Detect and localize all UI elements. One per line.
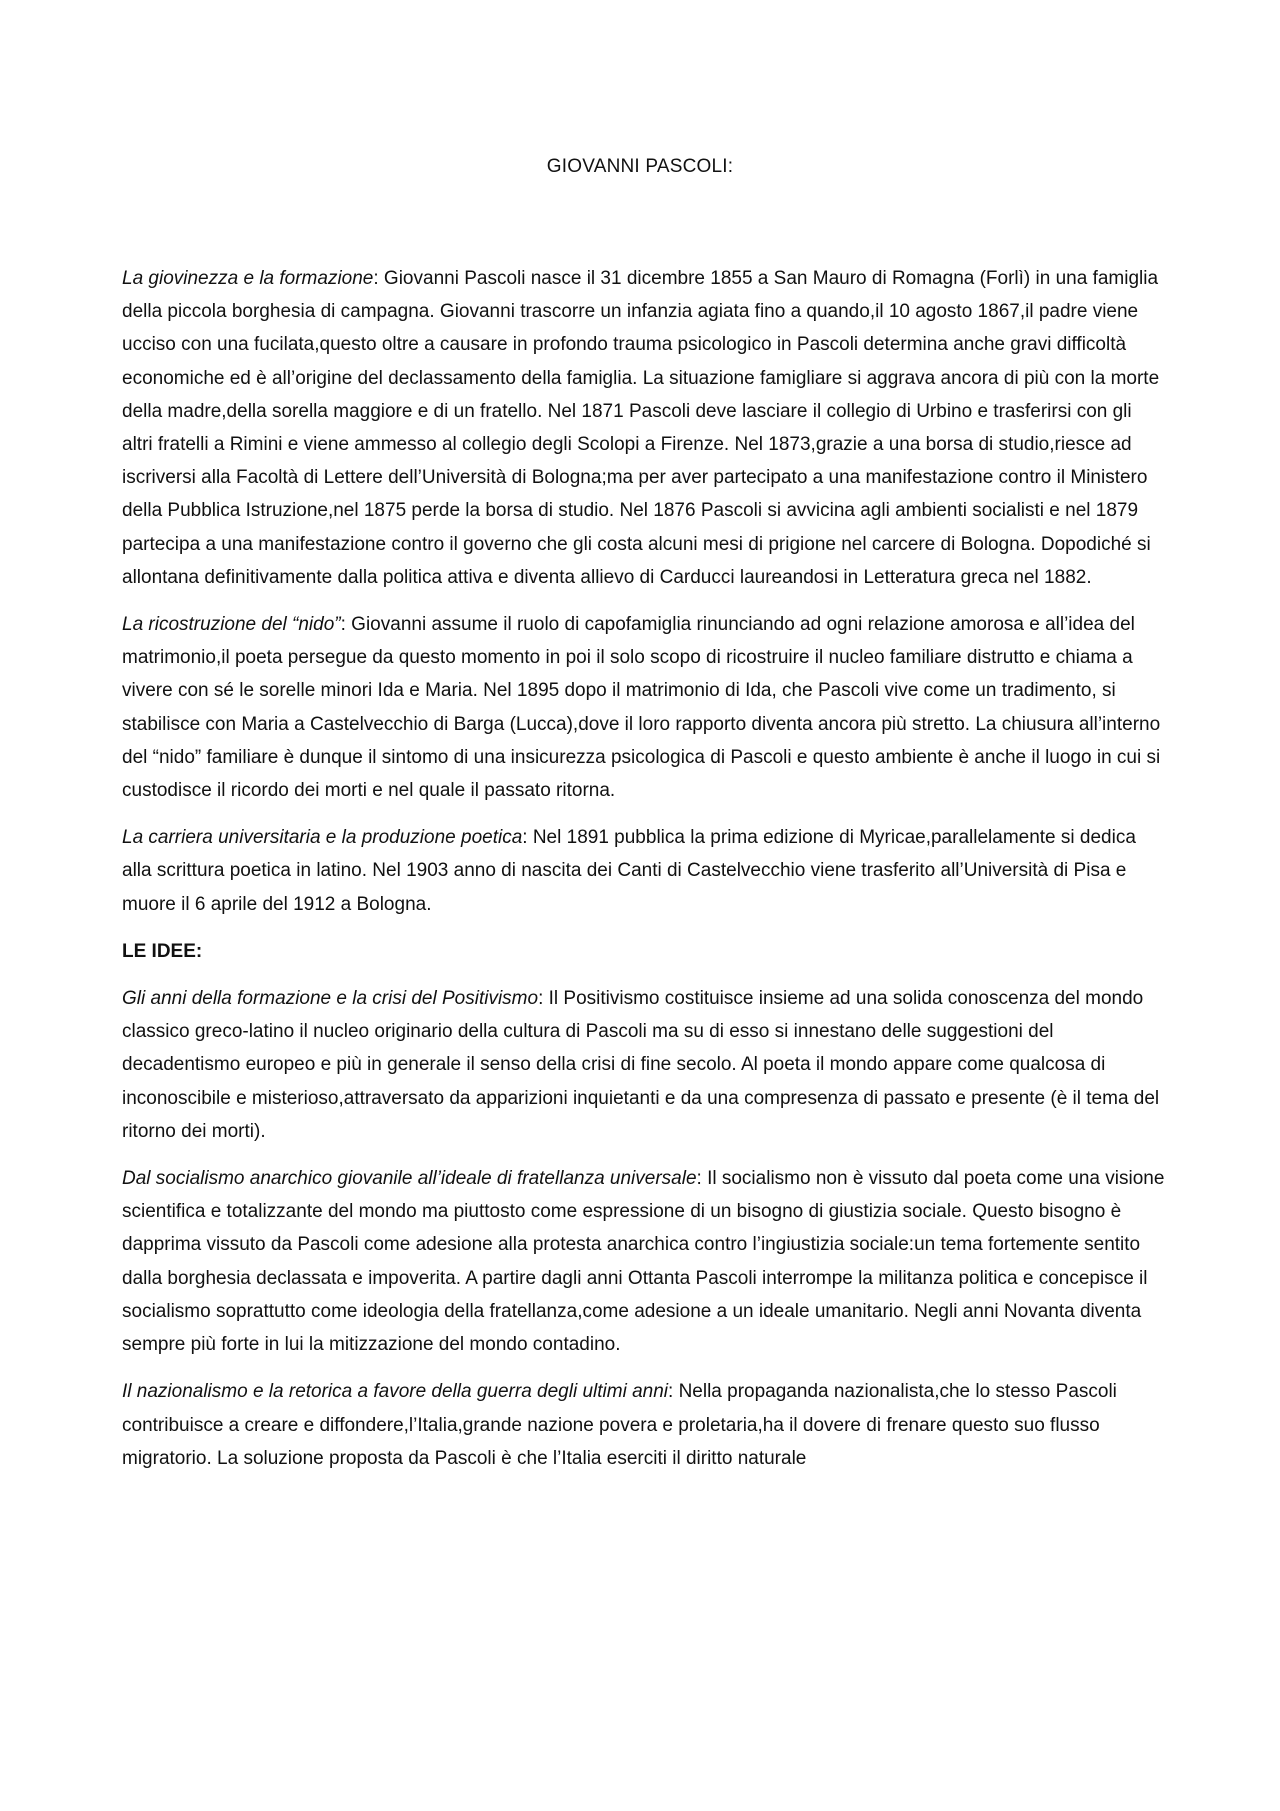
paragraph-socialismo <box>122 1162 1167 1361</box>
paragraph-giovinezza <box>122 262 1167 594</box>
paragraph-nido <box>122 608 1167 807</box>
paragraph-lead: La ricostruzione del “nido” <box>122 614 341 636</box>
paragraph-carriera <box>122 821 1167 921</box>
paragraph-lead: Gli anni della formazione e la crisi del Positivismo <box>122 988 539 1010</box>
paragraph-positivismo <box>122 982 1167 1148</box>
paragraph-text: : Giovanni Pascoli nasce il 31 dicembre 1855 a San Mauro di Romagna (Forlì) in una famiglia della piccola borghesia di campagna. Giovanni trascorre un infanzia agiata fino a quando,il 10 agosto 1867,il padre viene ucciso con una fucilata,questo oltre a causare in profondo trauma psicologico in Pascoli determina anche gravi difficoltà economiche ed è all’origine del declassamento della famiglia. La situazione famigliare si aggrava ancora di più con la morte della madre,della sorella maggiore e di un fratello. Nel 1871 Pascoli deve lasciare il collegio di Urbino e trasferirsi con gli altri fratelli a Rimini e viene ammesso al collegio degli Scolopi a Firenze. Nel 1873,grazie a una borsa di studio,riesce ad iscriversi alla Facoltà di Lettere dell’Università di Bologna;ma per aver partecipato a una manifestazione contro il Ministero della Pubblica Istruzione,nel 1875 perde la borsa di studio. Nel 1876 Pascoli si avvicina agli ambienti socialisti e nel 1879 partecipa a una manifestazione contro il governo che gli costa alcuni mesi di prigione nel carcere di Bologna. Dopodiché si allontana definitivamente dalla politica attiva e diventa allievo di Carducci laureandosi in Letteratura greca nel 1882. <box>122 268 1160 588</box>
paragraph-lead: Il nazionalismo e la retorica a favore della guerra degli ultimi anni <box>122 1381 669 1403</box>
section-heading-ideas: LE IDEE: <box>122 940 203 962</box>
paragraph-lead: La carriera universitaria e la produzione poetica <box>122 827 523 849</box>
paragraph-nazionalismo <box>122 1375 1167 1475</box>
paragraph-text: : Il socialismo non è vissuto dal poeta come una visione scientifica e totalizzante del mondo ma piuttosto come espressione di un bisogno di giustizia sociale. Questo bisogno è dapprima vissuto da Pascoli come adesione alla protesta anarchica contro l’ingiustizia sociale:un tema fortemente sentito dalla borghesia declassata e impoverita. A partire dagli anni Ottanta Pascoli interrompe la militanza politica e concepisce il socialismo soprattutto come ideologia della fratellanza,come adesione a un ideale umanitario. Negli anni Novanta diventa sempre più forte in lui la mitizzazione del mondo contadino. <box>122 1168 1165 1356</box>
paragraph-lead: Dal socialismo anarchico giovanile all’ideale di fratellanza universale <box>122 1168 697 1190</box>
paragraph-lead: La giovinezza e la formazione <box>122 268 374 289</box>
paragraph-text: : Nel 1891 pubblica la prima edizione di Myricae,parallelamente si dedica alla scrittura poetica in latino. Nel 1903 anno di nascita dei Canti di Castelvecchio viene trasferito all’Università di Pisa e muore il 6 aprile del 1912 a Bologna. <box>122 827 1136 915</box>
paragraph-text: : Nella propaganda nazionalista,che lo stesso Pascoli contribuisce a creare e diffondere,l’Italia,grande nazione povera e proletaria,ha il dovere di frenare questo suo flusso migratorio. La soluzione proposta da Pascoli è che l’Italia eserciti il diritto naturale <box>122 1381 1117 1469</box>
document-body <box>122 262 1167 1489</box>
paragraph-text: : Giovanni assume il ruolo di capofamiglia rinunciando ad ogni relazione amorosa e all’idea del matrimonio,il poeta persegue da questo momento in poi il solo scopo di ricostruire il nucleo familiare distrutto e chiama a vivere con sé le sorelle minori Ida e Maria. Nel 1895 dopo il matrimonio di Ida, che Pascoli vive come un tradimento, si stabilisce con Maria a Castelvecchio di Barga (Lucca),dove il loro rapporto diventa ancora più stretto. La chiusura all’interno del “nido” familiare è dunque il sintomo di una insicurezza psicologica di Pascoli e questo ambiente è anche il luogo in cui si custodisce il ricordo dei morti e nel quale il passato ritorna. <box>122 614 1161 802</box>
paragraph-text: : Il Positivismo costituisce insieme ad una solida conoscenza del mondo classico greco-latino il nucleo originario della cultura di Pascoli ma su di esso si innestano delle suggestioni del decadentismo europeo e più in generale il senso della crisi di fine secolo. Al poeta il mondo appare come qualcosa di inconoscibile e misterioso,attraversato da apparizioni inquietanti e da una compresenza di passato e presente (è il tema del ritorno dei morti). <box>122 988 1160 1142</box>
page-title: GIOVANNI PASCOLI: <box>546 156 734 177</box>
